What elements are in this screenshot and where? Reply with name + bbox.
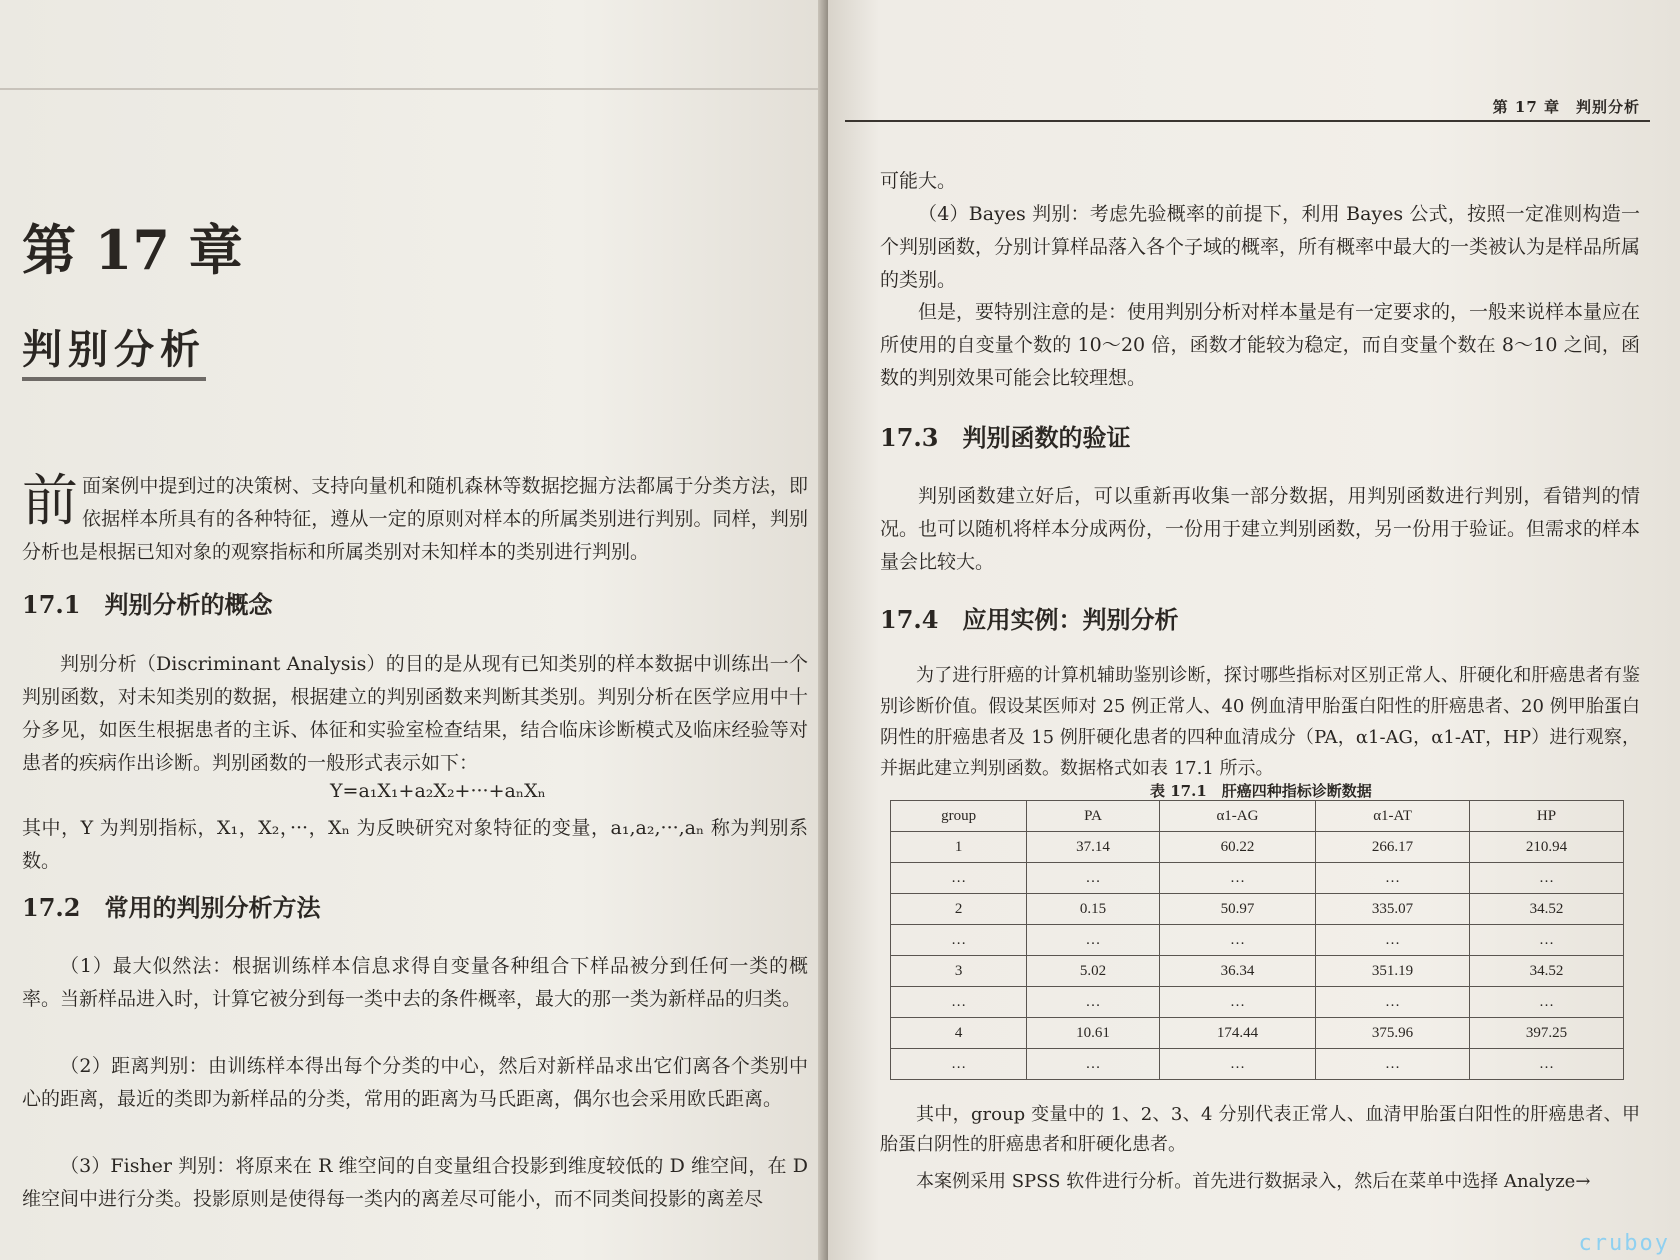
table-header-cell: HP	[1470, 801, 1624, 832]
table-cell: 397.25	[1470, 1018, 1624, 1049]
table-cell: …	[1316, 925, 1470, 956]
table-cell: …	[1159, 863, 1315, 894]
table-row	[891, 925, 1624, 956]
method-4-paragraph: （4）Bayes 判别：考虑先验概率的前提下，利用 Bayes 公式，按照一定准则构造一个判别函数，分别计算样品落入各个子域的概率，所有概率中最大的一类被认为是样品所属的类别。	[880, 203, 1641, 291]
watermark: cruboy	[1578, 1231, 1670, 1256]
method-3-paragraph: （3）Fisher 判别：将原来在 R 维空间的自变量组合投影到维度较低的 D 维空间，在 D 维空间中进行分类。投影原则是使得每一类内的离差尽可能小，而不同类间投影的离差尽	[22, 1155, 808, 1210]
data-table	[890, 800, 1624, 1080]
table-cell: 174.44	[1159, 1018, 1315, 1049]
continued-text: 可能大。	[880, 170, 957, 192]
table-cell: …	[1316, 863, 1470, 894]
running-head: 第 17 章 判别分析	[1492, 98, 1640, 116]
table-cell: …	[1027, 925, 1160, 956]
table-cell: …	[1159, 925, 1315, 956]
table-caption: 表 17.1 肝癌四种指标诊断数据	[1150, 782, 1372, 800]
table-cell: 2	[891, 894, 1027, 925]
table-cell: 375.96	[1316, 1018, 1470, 1049]
table-row	[891, 894, 1624, 925]
table-cell: 0.15	[1027, 894, 1160, 925]
table-cell: 37.14	[1027, 832, 1160, 863]
section-17-4-paragraph: 为了进行肝癌的计算机辅助鉴别诊断，探讨哪些指标对区别正常人、肝硬化和肝癌患者有鉴别诊断价值。假设某医师对 25 例正常人、40 例血清甲胎蛋白阳性的肝癌患者、20 例甲胎蛋白阴性的肝癌患者及 15 例肝硬化患者的四种血清成分（PA，α1-AG，α1-AT，HP）进行观察，并据此建立判别函数。数据格式如表 17.1 所示。	[880, 665, 1640, 779]
table-cell: …	[891, 987, 1027, 1018]
table-cell: …	[1159, 987, 1315, 1018]
table-cell: …	[891, 863, 1027, 894]
section-17-3-heading: 17.3 判别函数的验证	[880, 423, 1131, 452]
table-cell: 351.19	[1316, 956, 1470, 987]
table-row	[891, 863, 1624, 894]
table-cell: 4	[891, 1018, 1027, 1049]
table-cell: …	[1027, 863, 1160, 894]
after-table-paragraph: 其中，group 变量中的 1、2、3、4 分别代表正常人、血清甲胎蛋白阳性的肝癌患者、甲胎蛋白阴性的肝癌患者和肝硬化患者。	[880, 1104, 1640, 1155]
chapter-title: 判别分析	[22, 318, 206, 381]
section-17-3-paragraph: 判别函数建立好后，可以重新再收集一部分数据，用判别函数进行判别，看错判的情况。也可以随机将样本分成两份，一份用于建立判别函数，另一份用于验证。但需求的样本量会比较大。	[880, 485, 1641, 573]
table-row	[891, 987, 1624, 1018]
intro-paragraph	[22, 470, 808, 569]
table-cell: 60.22	[1159, 832, 1315, 863]
table-cell: …	[891, 1049, 1027, 1080]
left-page	[0, 0, 828, 1260]
table-cell: …	[1470, 863, 1624, 894]
sample-size-note: 但是，要特别注意的是：使用判别分析对样本量是有一定要求的，一般来说样本量应在所使用的自变量个数的 10～20 倍，函数才能较为稳定，而自变量个数在 8～10 之间，函数的判别效果可能会比较理想。	[880, 301, 1641, 389]
table-row	[891, 832, 1624, 863]
table-cell: 5.02	[1027, 956, 1160, 987]
table-header-cell: group	[891, 801, 1027, 832]
section-17-1-heading: 17.1 判别分析的概念	[22, 590, 273, 619]
table-cell: …	[891, 925, 1027, 956]
chapter-number: 第 17 章	[22, 218, 243, 282]
method-1-paragraph: （1）最大似然法：根据训练样本信息求得自变量各种组合下样品被分到任何一类的概率。当新样品进入时，计算它被分到每一类中去的条件概率，最大的那一类为新样品的归类。	[22, 955, 808, 1010]
table-row	[891, 1018, 1624, 1049]
table-cell: 266.17	[1316, 832, 1470, 863]
table-row	[891, 956, 1624, 987]
table-cell: …	[1027, 987, 1160, 1018]
table-cell: 335.07	[1316, 894, 1470, 925]
table-row	[891, 1049, 1624, 1080]
table-cell: …	[1470, 1049, 1624, 1080]
table-cell: …	[1470, 925, 1624, 956]
discriminant-formula: Y=a₁X₁+a₂X₂+···+aₙXₙ	[330, 780, 546, 802]
table-cell: 36.34	[1159, 956, 1315, 987]
header-rule-left	[0, 88, 828, 90]
table-cell: …	[1027, 1049, 1160, 1080]
method-2-paragraph: （2）距离判别：由训练样本得出每个分类的中心，然后对新样品求出它们离各个类别中心的距离，最近的类即为新样品的分类，常用的距离为马氏距离，偶尔也会采用欧氏距离。	[22, 1055, 808, 1110]
table-cell: …	[1159, 1049, 1315, 1080]
section-17-4-heading: 17.4 应用实例：判别分析	[880, 605, 1179, 634]
intro-text: 面案例中提到过的决策树、支持向量机和随机森林等数据挖掘方法都属于分类方法，即依据样本所具有的各种特征，遵从一定的原则对样本的所属类别进行判别。同样，判别分析也是根据已知对象的观察指标和所属类别对未知样本的类别进行判别。	[22, 475, 808, 563]
table-header-cell: α1-AT	[1316, 801, 1470, 832]
table-cell: 210.94	[1470, 832, 1624, 863]
section-17-2-heading: 17.2 常用的判别分析方法	[22, 893, 321, 922]
table-header-row	[891, 801, 1624, 832]
table-cell: 10.61	[1027, 1018, 1160, 1049]
table-cell: …	[1316, 1049, 1470, 1080]
table-cell: 34.52	[1470, 956, 1624, 987]
table-header-cell: α1-AG	[1159, 801, 1315, 832]
table-cell: …	[1316, 987, 1470, 1018]
final-paragraph: 本案例采用 SPSS 软件进行分析。首先进行数据录入，然后在菜单中选择 Analyze→	[916, 1171, 1591, 1192]
section-17-1-paragraph-b: 其中，Y 为判别指标，X₁，X₂，···，Xₙ 为反映研究对象特征的变量，a₁,a₂,···,aₙ 称为判别系数。	[22, 817, 808, 872]
drop-cap: 前	[22, 469, 78, 534]
table-cell: 1	[891, 832, 1027, 863]
table-cell: 50.97	[1159, 894, 1315, 925]
table-cell: 34.52	[1470, 894, 1624, 925]
table-cell: …	[1470, 987, 1624, 1018]
table-cell: 3	[891, 956, 1027, 987]
table-header-cell: PA	[1027, 801, 1160, 832]
section-17-1-paragraph: 判别分析（Discriminant Analysis）的目的是从现有已知类别的样本数据中训练出一个判别函数，对未知类别的数据，根据建立的判别函数来判断其类别。判别分析在医学应用中十分多见，如医生根据患者的主诉、体征和实验室检查结果，结合临床诊断模式及临床经验等对患者的疾病作出诊断。判别函数的一般形式表示如下：	[22, 653, 808, 774]
header-rule-right	[845, 120, 1650, 122]
